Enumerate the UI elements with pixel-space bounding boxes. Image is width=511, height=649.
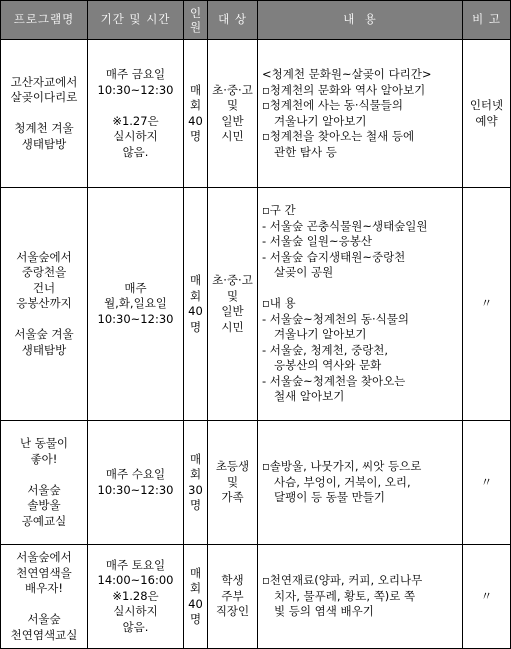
cell-line: 실시하지 bbox=[113, 129, 158, 143]
table-row bbox=[1, 188, 511, 421]
cell-line: 40 bbox=[188, 304, 203, 318]
cell-line: 배우자! bbox=[25, 581, 63, 595]
content-line: 철새 알아보기 bbox=[274, 389, 345, 404]
cell-line bbox=[1, 467, 87, 483]
target-cell bbox=[208, 545, 258, 649]
cell-line: 예약 bbox=[475, 113, 498, 128]
cell-line: 난 동물이 bbox=[19, 436, 69, 450]
cell-line: 서울숲 bbox=[27, 612, 61, 626]
content-line: 관한 탐사 등 bbox=[274, 144, 337, 159]
content-line: - 서울숲~청계천의 동·식물의 bbox=[262, 311, 409, 326]
cell-line bbox=[88, 98, 183, 114]
program-cell bbox=[1, 40, 88, 188]
cell-line: 10:30~12:30 bbox=[97, 82, 174, 97]
cell-line: 생태탐방 bbox=[21, 342, 67, 357]
cell-line: 명 bbox=[189, 612, 202, 626]
cell-line: 서울숲 bbox=[27, 482, 61, 497]
cell-line: 서울숲 겨울 bbox=[14, 327, 74, 342]
content-line: ▫청계천에 사는 동·식물들의 bbox=[262, 98, 403, 112]
content-line: ▫청계천을 찾아오는 철새 등에 bbox=[262, 129, 415, 143]
cell-line: 초·중·고 bbox=[212, 82, 253, 97]
note-cell bbox=[463, 188, 511, 421]
cell-line: 시민 bbox=[221, 129, 244, 143]
cell-line: 실시하지 bbox=[113, 604, 158, 619]
cell-line: 30 bbox=[188, 482, 203, 497]
cell-line: 매 bbox=[189, 82, 202, 97]
cell-line: 10:30~12:30 bbox=[97, 311, 174, 326]
content-cell bbox=[258, 40, 463, 188]
cell-line: 매주 bbox=[124, 280, 147, 295]
people-cell bbox=[184, 545, 208, 649]
content-line: 겨울나기 알아보기 bbox=[274, 327, 367, 342]
cell-line: 살곶이다리로 bbox=[10, 90, 78, 105]
cell-line: 회 bbox=[189, 98, 202, 112]
cell-line: 14:00~16:00 bbox=[97, 573, 174, 588]
cell-line: 매 bbox=[189, 565, 202, 580]
cell-line: 않음. bbox=[122, 619, 149, 634]
content-line: - 서울숲 일원~응봉산 bbox=[262, 234, 372, 249]
content-line: - 서울숲 곤충식물원~생태숲일원 bbox=[262, 218, 428, 233]
cell-line: 〃 bbox=[480, 296, 493, 311]
cell-line: 서울숲에서 bbox=[16, 550, 72, 564]
period-cell bbox=[88, 188, 184, 421]
content-line: 빛 등의 염색 배우기 bbox=[274, 604, 374, 619]
cell-line: 회 bbox=[189, 581, 202, 595]
cell-line: 천연염색교실 bbox=[10, 627, 78, 642]
table-row bbox=[1, 545, 511, 649]
cell-line: 및 bbox=[226, 288, 239, 303]
content-line: 응봉산의 역사와 문화 bbox=[274, 358, 382, 373]
cell-line: 생태탐방 bbox=[21, 136, 67, 151]
cell-line: 건너 bbox=[32, 280, 56, 295]
cell-line: 명 bbox=[189, 319, 202, 334]
target-cell bbox=[208, 188, 258, 421]
note-cell bbox=[463, 545, 511, 649]
cell-line: 매 bbox=[189, 273, 202, 287]
people-cell bbox=[184, 188, 208, 421]
cell-line: 시민 bbox=[221, 319, 244, 334]
content-line: ▫내 용 bbox=[262, 296, 296, 311]
cell-line: 〃 bbox=[480, 588, 493, 603]
cell-line: 초·중·고 bbox=[212, 273, 253, 287]
cell-line: 매주 수요일 bbox=[105, 467, 166, 481]
cell-line: 고산자교에서 bbox=[10, 74, 78, 89]
cell-line: 매 bbox=[189, 451, 202, 466]
content-line: - 서울숲 습지생태원~중랑천 bbox=[262, 249, 406, 264]
cell-line: 서울숲에서 bbox=[16, 249, 72, 264]
period-cell bbox=[88, 40, 184, 188]
cell-line: 및 bbox=[226, 98, 239, 112]
header-program: 프로그램명 bbox=[1, 1, 88, 40]
content-cell bbox=[258, 545, 463, 649]
program-cell bbox=[1, 421, 88, 545]
cell-line: 공예교실 bbox=[21, 513, 67, 528]
content-line: ▫솔방울, 나뭇가지, 씨앗 등으로 bbox=[262, 459, 422, 474]
note-cell bbox=[463, 40, 511, 188]
program-cell bbox=[1, 188, 88, 421]
content-line: 겨울나기 알아보기 bbox=[274, 113, 367, 128]
content-cell bbox=[258, 421, 463, 545]
header-content: 내 용 bbox=[258, 1, 463, 40]
cell-line: 중랑천을 bbox=[21, 265, 67, 280]
cell-line: 매주 금요일 bbox=[105, 67, 166, 81]
content-line: - 서울숲~청계천을 찾아오는 bbox=[262, 373, 406, 388]
cell-line: 천연염색을 bbox=[16, 565, 72, 580]
content-line bbox=[262, 281, 462, 297]
cell-line: 40 bbox=[188, 113, 203, 128]
cell-line: 월,화,일요일 bbox=[104, 296, 167, 311]
header-row bbox=[1, 1, 511, 40]
target-cell bbox=[208, 421, 258, 545]
cell-line: ※1.28은 bbox=[112, 588, 159, 603]
cell-line bbox=[1, 312, 87, 328]
header-period: 기간 및 시간 bbox=[88, 1, 184, 40]
content-line: ▫청계천의 문화와 역사 알아보기 bbox=[262, 82, 426, 97]
content-cell bbox=[258, 188, 463, 421]
cell-line: 일반 bbox=[221, 304, 244, 318]
period-cell bbox=[88, 421, 184, 545]
cell-line: 10:30~12:30 bbox=[97, 482, 174, 497]
cell-line: 매주 토요일 bbox=[105, 557, 166, 572]
cell-line: 및 bbox=[226, 474, 239, 489]
people-cell bbox=[184, 421, 208, 545]
target-cell bbox=[208, 40, 258, 188]
cell-line: 인터넷 bbox=[469, 98, 504, 112]
header-target: 대 상 bbox=[208, 1, 258, 40]
cell-line: 일반 bbox=[221, 113, 244, 128]
header-note: 비 고 bbox=[463, 1, 511, 40]
cell-line: 좋아! bbox=[30, 451, 58, 466]
cell-line: 40 bbox=[188, 596, 203, 611]
cell-line: 직장인 bbox=[215, 604, 250, 619]
cell-line: ※1.27은 bbox=[112, 113, 159, 128]
cell-line: 않음. bbox=[122, 144, 149, 159]
content-line: - 서울숲, 청계천, 중랑천, bbox=[262, 342, 389, 357]
cell-line: 〃 bbox=[480, 474, 493, 489]
note-cell bbox=[463, 421, 511, 545]
table-row bbox=[1, 40, 511, 188]
cell-line: 솔방울 bbox=[27, 498, 61, 512]
table-row bbox=[1, 421, 511, 545]
cell-line bbox=[1, 597, 87, 613]
content-line: 달팽이 등 동물 만들기 bbox=[274, 490, 385, 505]
cell-line: 회 bbox=[189, 467, 202, 481]
period-cell bbox=[88, 545, 184, 649]
cell-line: 명 bbox=[189, 498, 202, 512]
cell-line: 가족 bbox=[221, 490, 244, 505]
people-cell bbox=[184, 40, 208, 188]
cell-line: 주부 bbox=[221, 588, 244, 603]
content-line: 살곶이 공원 bbox=[274, 265, 334, 280]
cell-line: 초등생 bbox=[215, 459, 250, 474]
cell-line: 명 bbox=[189, 129, 202, 143]
cell-line bbox=[1, 106, 87, 122]
content-line: 사슴, 부엉이, 거북이, 오리, bbox=[274, 474, 411, 489]
content-line: <청계천 문화원~살곶이 다리간> bbox=[262, 67, 432, 81]
cell-line: 학생 bbox=[221, 573, 244, 588]
cell-line: 응봉산까지 bbox=[16, 296, 72, 311]
content-line: ▫천연재료(양파, 커피, 오리나무 bbox=[262, 573, 423, 588]
content-line: ▫구 간 bbox=[262, 203, 296, 218]
cell-line: 청계천 겨울 bbox=[14, 121, 74, 136]
header-people: 인 원 bbox=[184, 1, 208, 40]
program-cell bbox=[1, 545, 88, 649]
content-line: 치자, 물푸레, 황토, 쪽)로 쪽 bbox=[274, 588, 416, 603]
cell-line: 회 bbox=[189, 288, 202, 303]
